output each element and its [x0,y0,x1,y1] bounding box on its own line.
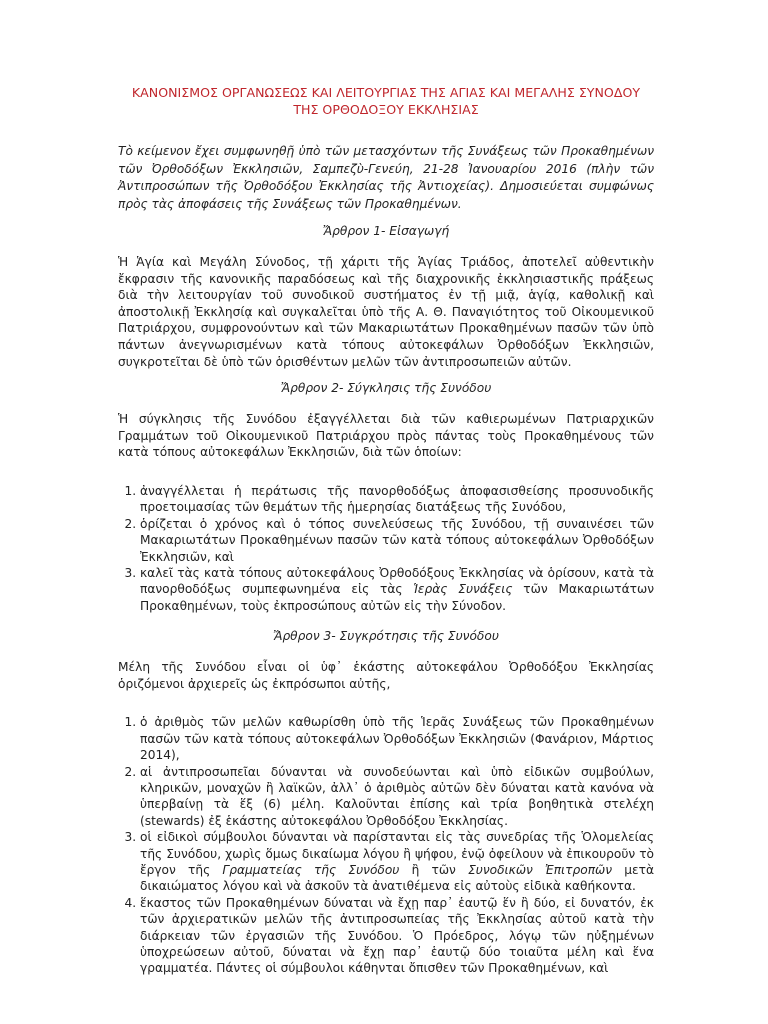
document-title [118,84,654,118]
list-item-text: καλεῖ τὰς κατὰ τόπους αὐτοκεφάλους Ὀρθοδόξους Ἐκκλησίας νὰ ὁρίσουν, κατὰ τὰ πανορθοδόξως συμπεφωνημένα εἰς τὰς [140,565,654,597]
list-item-text: τῶν Μακαριωτάτων Προκαθημένων, τοὺς ἐκπροσώπους αὐτῶν εἰς τὴν Σύνοδον. [140,582,655,613]
emphasis-text: Γραμματείας τῆς Συνόδου [222,863,400,878]
emphasis-text: Συνοδικῶν Ἐπιτροπῶν [468,863,613,878]
document-page [118,84,654,977]
article-3-list [118,714,654,977]
article-2-heading: Ἄρθρον 2- Σύγκλησις τῆς Συνόδου [280,381,492,396]
list-item: 2. ὁρίζεται ὁ χρόνος καὶ ὁ τόπος συνελεύσεως τῆς Συνόδου, τῇ συναινέσει τῶν Μακαριωτάτων Προκαθημένων πασῶν τῶν κατὰ τόπους αὐτοκεφάλων Ὀρθοδόξων Ἐκκλησιῶν, καὶ [140,516,654,565]
article-3-text: Μέλη τῆς Συνόδου εἶναι οἱ ὑφ᾽ ἑκάστης αὐτοκεφάλου Ὀρθοδόξου Ἐκκλησίας ὁριζόμενοι ἀρχιερεῖς ὡς ἐκπρόσωποι αὐτῆς, [118,660,654,691]
list-item-text: οἱ εἰδικοὶ σύμβουλοι δύνανται νὰ παρίστανται εἰς τὰς συνεδρίας τῆς Ὁλομελείας τῆς Συνόδου, χωρὶς ὅμως δικαίωμα λόγου ἢ ψήφου, ἐνῷ ὀφείλουν νὰ ἐπικουροῦν τὸ ἔργον τῆς [140,830,654,878]
article-2-list [118,483,654,614]
list-item-text: ἢ τῶν [399,863,469,878]
emphasis-text: Ἱερὰς Συνάξεις [413,582,513,597]
intro-note: Τὸ κείμενον ἔχει συμφωνηθῇ ὑπὸ τῶν μετασχόντων τῆς Συνάξεως τῶν Προκαθημένων τῶν Ὀρθοδόξων Ἐκκλησιῶν, Σαμπεζὺ-Γενεύη, 21-28 Ἰανουαρίου 2016 (πλὴν τῶν Ἀντιπροσώπων τῆς Ὀρθοδόξου Ἐκκλησίας τῆς Ἀντιοχείας). Δημοσιεύεται συμφώνως πρὸς τὰς ἀποφάσεις τῆς Συνάξεως τῶν Προκαθημένων. [118,144,654,211]
list-item: 2. αἱ ἀντιπροσωπεῖαι δύνανται νὰ συνοδεύωνται καὶ ὑπὸ εἰδικῶν συμβούλων, κληρικῶν, μοναχῶν ἢ λαϊκῶν, ἀλλ᾽ ὁ ἀριθμὸς αὐτῶν δὲν δύναται κατὰ κανόνα νὰ ὑπερβαίνῃ τὰ ἕξ (6) μέλη. Καλοῦνται ἐπίσης καὶ τρία βοηθητικὰ στελέχη (stewards) ἐξ ἑκάστης αὐτοκεφάλου Ὀρθοδόξου Ἐκκλησίας. [140,764,654,830]
article-2-text: Ἡ σύγκλησις τῆς Συνόδου ἐξαγγέλλεται διὰ τῶν καθιερωμένων Πατριαρχικῶν Γραμμάτων τοῦ Οἰκουμενικοῦ Πατριάρχου πρὸς πάντας τοὺς Προκαθημένους τῶν κατὰ τόπους αὐτοκεφάλων Ἐκκλησιῶν, διὰ τῶν ὁποίων: [118,412,654,460]
list-item [140,565,654,614]
list-item: 1. ὁ ἀριθμὸς τῶν μελῶν καθωρίσθη ὑπὸ τῆς Ἱερᾶς Συνάξεως τῶν Προκαθημένων πασῶν τῶν κατὰ τόπους αὐτοκεφάλων Ὀρθοδόξων Ἐκκλησιῶν (Φανάριον, Μάρτιος 2014), [140,714,654,763]
article-1-text: Ἡ Ἁγία καὶ Μεγάλη Σύνοδος, τῇ χάριτι τῆς Ἁγίας Τριάδος, ἀποτελεῖ αὐθεντικὴν ἔκφρασιν τῆς κανονικῆς παραδόσεως καὶ τῆς διαχρονικῆς ἐκκλησιαστικῆς πράξεως διὰ τὴν λειτουργίαν τοῦ συνοδικοῦ συστήματος ἐν τῇ μιᾷ, ἁγίᾳ, καθολικῇ καὶ ἀποστολικῇ Ἐκκλησίᾳ καὶ συγκαλεῖται ὑπὸ τῆς Α. Θ. Παναγιότητος τοῦ Οἰκουμενικοῦ Πατριάρχου, συμφρονούντων καὶ τῶν Μακαριωτάτων Προκαθημένων πασῶν τῶν ὑπὸ πάντων ἀνεγνωρισμένων κατὰ τόπους αὐτοκεφάλων Ὀρθοδόξων Ἐκκλησιῶν, συγκροτεῖται δὲ ὑπὸ τῶν ὁρισθέντων μελῶν τῶν ἀντιπροσωπειῶν αὐτῶν. [118,255,654,369]
list-item-text: μετὰ δικαιώματος λόγου καὶ νὰ ἀσκοῦν τὰ ἀνατιθέμενα εἰς αὐτοὺς εἰδικὰ καθήκοντα. [140,863,654,894]
list-item [140,829,654,895]
article-3-heading: Ἄρθρον 3- Συγκρότησις τῆς Συνόδου [273,629,499,644]
list-item: 1. ἀναγγέλλεται ἡ περάτωσις τῆς πανορθοδόξως ἀποφασισθείσης προσυνοδικῆς προετοιμασίας τῶν θεμάτων τῆς ἡμερησίας διατάξεως τῆς Συνόδου, [140,483,654,516]
title-line-1: ΚΑΝΟΝΙΣΜΟΣ ΟΡΓΑΝΩΣΕΩΣ ΚΑΙ ΛΕΙΤΟΥΡΓΙΑΣ ΤΗΣ ΑΓΙΑΣ ΚΑΙ ΜΕΓΑΛΗΣ ΣΥΝΟΔΟΥ [131,85,641,100]
title-line-2: ΤΗΣ ΟΡΘΟΔΟΞΟΥ ΕΚΚΛΗΣΙΑΣ [293,102,479,117]
list-item: 4. ἕκαστος τῶν Προκαθημένων δύναται νὰ ἔχῃ παρ᾽ ἑαυτῷ ἕν ἢ δύο, εἰ δυνατόν, ἐκ τῶν ἀρχιερατικῶν μελῶν τῆς ἀντιπροσωπείας τῆς Ἐκκλησίας αὐτοῦ κατὰ τὴν διάρκειαν τῶν ἐργασιῶν τῆς Συνόδου. Ὁ Πρόεδρος, λόγῳ τῶν ηὐξημένων ὑποχρεώσεων αὐτοῦ, δύναται νὰ ἔχῃ παρ᾽ ἑαυτῷ δύο τοιαῦτα μέλη καὶ ἕνα γραμματέα. Πάντες οἱ σύμβουλοι κάθηνται ὄπισθεν τῶν Προκαθημένων, καὶ [140,895,654,977]
article-1-heading: Ἄρθρον 1- Εἰσαγωγή [322,224,450,238]
